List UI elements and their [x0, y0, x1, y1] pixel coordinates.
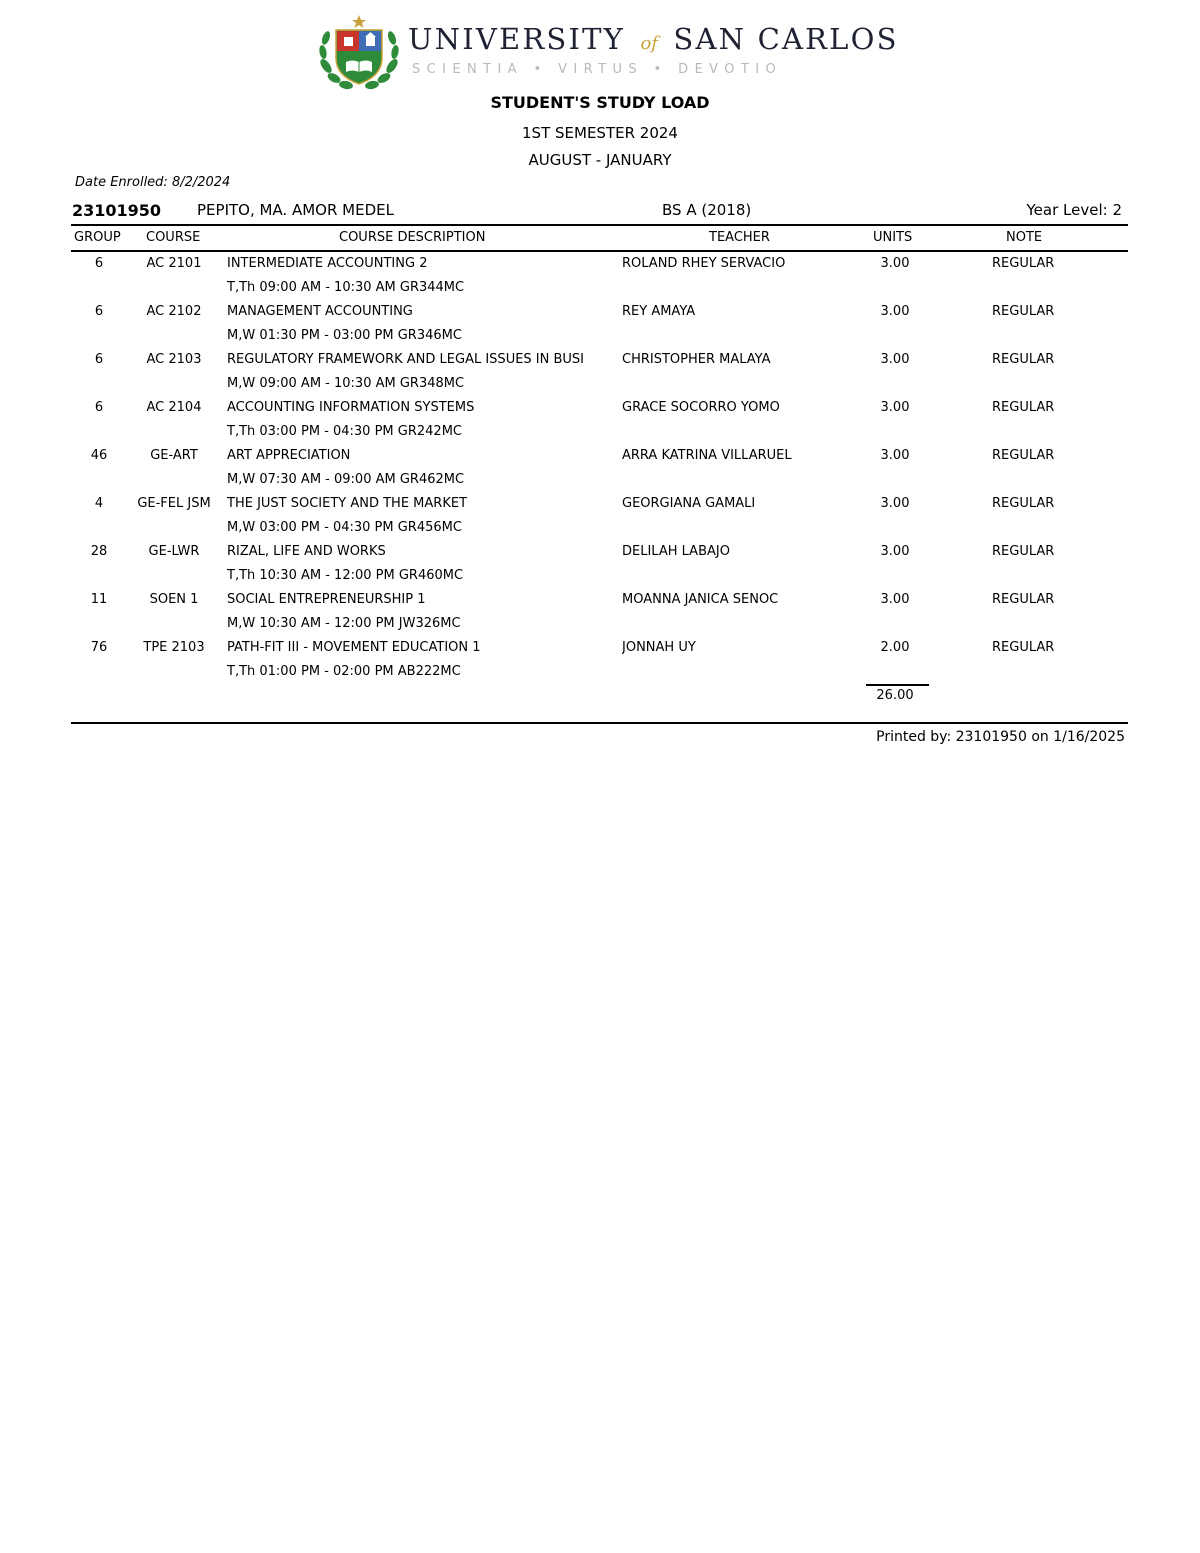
row-teacher: CHRISTOPHER MALAYA	[622, 352, 771, 367]
date-enrolled: Date Enrolled: 8/2/2024	[75, 175, 231, 190]
row-units: 3.00	[880, 592, 910, 607]
table-row	[0, 592, 1200, 640]
row-group: 46	[90, 448, 108, 463]
row-group: 6	[94, 256, 104, 271]
row-schedule: M,W 07:30 AM - 09:00 AM GR462MC	[227, 472, 465, 487]
row-units: 3.00	[880, 352, 910, 367]
university-seal-icon	[318, 14, 400, 92]
university-name-part-2: SAN CARLOS	[673, 22, 899, 56]
column-header-course: COURSE	[146, 230, 201, 245]
university-name-part-1: UNIVERSITY	[408, 22, 626, 56]
university-motto: SCIENTIA • VIRTUS • DEVOTIO	[412, 62, 783, 77]
row-note: REGULAR	[992, 592, 1055, 607]
row-course: GE-ART	[150, 448, 198, 463]
column-header-units: UNITS	[873, 230, 913, 245]
row-description: MANAGEMENT ACCOUNTING	[227, 304, 413, 319]
table-row	[0, 640, 1200, 688]
row-units: 3.00	[880, 304, 910, 319]
table-row	[0, 496, 1200, 544]
row-note: REGULAR	[992, 304, 1055, 319]
row-teacher: REY AMAYA	[622, 304, 696, 319]
semester-label: 1ST SEMESTER 2024	[522, 124, 678, 142]
row-schedule: M,W 03:00 PM - 04:30 PM GR456MC	[227, 520, 462, 535]
row-teacher: JONNAH UY	[622, 640, 696, 655]
divider-bottom	[71, 722, 1128, 724]
row-group: 4	[94, 496, 104, 511]
student-program: BS A (2018)	[662, 201, 752, 219]
total-underline	[866, 684, 929, 686]
row-note: REGULAR	[992, 352, 1055, 367]
row-units: 2.00	[880, 640, 910, 655]
period-label: AUGUST - JANUARY	[528, 151, 672, 169]
row-schedule: T,Th 09:00 AM - 10:30 AM GR344MC	[227, 280, 465, 295]
student-name: PEPITO, MA. AMOR MEDEL	[197, 201, 394, 219]
row-teacher: MOANNA JANICA SENOC	[622, 592, 779, 607]
student-info-row	[72, 201, 1122, 223]
student-year-level: Year Level: 2	[1026, 201, 1122, 219]
divider-top	[71, 224, 1128, 226]
row-units: 3.00	[880, 400, 910, 415]
row-group: 6	[94, 304, 104, 319]
row-description: RIZAL, LIFE AND WORKS	[227, 544, 386, 559]
row-schedule: T,Th 01:00 PM - 02:00 PM AB222MC	[227, 664, 461, 679]
table-row	[0, 448, 1200, 496]
row-course: AC 2103	[146, 352, 202, 367]
divider-header	[71, 250, 1128, 252]
printed-by: Printed by: 23101950 on 1/16/2025	[876, 729, 1125, 745]
document-title: STUDENT'S STUDY LOAD	[490, 93, 710, 112]
row-teacher: GRACE SOCORRO YOMO	[622, 400, 780, 415]
table-row	[0, 544, 1200, 592]
row-units: 3.00	[880, 496, 910, 511]
student-id: 23101950	[72, 201, 162, 220]
row-group: 28	[90, 544, 108, 559]
column-header-note: NOTE	[1006, 230, 1043, 245]
column-header-description: COURSE DESCRIPTION	[339, 230, 486, 245]
row-description: PATH-FIT III - MOVEMENT EDUCATION 1	[227, 640, 481, 655]
row-description: THE JUST SOCIETY AND THE MARKET	[227, 496, 468, 511]
column-header-group: GROUP	[74, 230, 121, 245]
row-units: 3.00	[880, 448, 910, 463]
row-schedule: T,Th 10:30 AM - 12:00 PM GR460MC	[227, 568, 464, 583]
row-note: REGULAR	[992, 640, 1055, 655]
row-group: 76	[90, 640, 108, 655]
row-schedule: M,W 10:30 AM - 12:00 PM JW326MC	[227, 616, 461, 631]
row-group: 6	[94, 352, 104, 367]
row-schedule: M,W 01:30 PM - 03:00 PM GR346MC	[227, 328, 462, 343]
row-teacher: ROLAND RHEY SERVACIO	[622, 256, 786, 271]
row-description: SOCIAL ENTREPRENEURSHIP 1	[227, 592, 426, 607]
row-units: 3.00	[880, 256, 910, 271]
row-group: 6	[94, 400, 104, 415]
row-teacher: ARRA KATRINA VILLARUEL	[622, 448, 792, 463]
row-description: INTERMEDIATE ACCOUNTING 2	[227, 256, 428, 271]
row-course: TPE 2103	[143, 640, 205, 655]
row-description: ACCOUNTING INFORMATION SYSTEMS	[227, 400, 475, 415]
university-name-of: of	[640, 33, 658, 54]
row-course: AC 2102	[146, 304, 202, 319]
row-teacher: GEORGIANA GAMALI	[622, 496, 756, 511]
table-row	[0, 400, 1200, 448]
row-course: AC 2104	[146, 400, 202, 415]
row-note: REGULAR	[992, 400, 1055, 415]
row-description: REGULATORY FRAMEWORK AND LEGAL ISSUES IN BUSI	[227, 352, 585, 367]
row-note: REGULAR	[992, 448, 1055, 463]
row-description: ART APPRECIATION	[227, 448, 351, 463]
total-units: 26.00	[876, 688, 914, 703]
row-schedule: T,Th 03:00 PM - 04:30 PM GR242MC	[227, 424, 462, 439]
table-row	[0, 256, 1200, 304]
table-row	[0, 304, 1200, 352]
row-course: GE-FEL JSM	[137, 496, 211, 511]
column-header-teacher: TEACHER	[709, 230, 770, 245]
row-note: REGULAR	[992, 544, 1055, 559]
row-teacher: DELILAH LABAJO	[622, 544, 730, 559]
row-units: 3.00	[880, 544, 910, 559]
table-row	[0, 352, 1200, 400]
row-group: 11	[90, 592, 108, 607]
row-course: SOEN 1	[149, 592, 199, 607]
row-course: AC 2101	[146, 256, 202, 271]
row-course: GE-LWR	[148, 544, 200, 559]
row-schedule: M,W 09:00 AM - 10:30 AM GR348MC	[227, 376, 465, 391]
university-wordmark	[408, 22, 899, 56]
row-note: REGULAR	[992, 496, 1055, 511]
row-note: REGULAR	[992, 256, 1055, 271]
